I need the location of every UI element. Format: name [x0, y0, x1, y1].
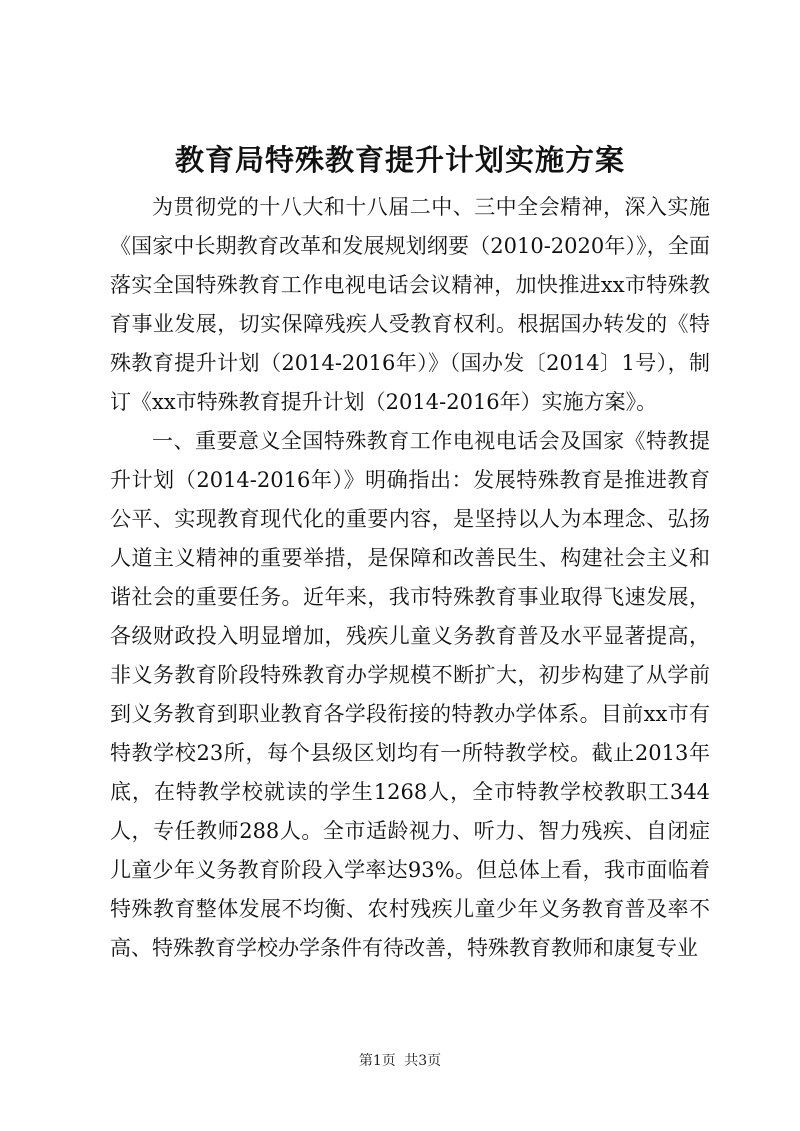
paragraph-significance: 一、重要意义全国特殊教育工作电视电话会及国家《特教提升计划（2014-2016年）》明确指出：发展特殊教育是推进教育公平、实现教育现代化的重要内容，是坚持以人为本理念、弘扬人道主义精神的重要举措，是保障和改善民生、构建社会主义和谐社会的重要任务。近年来，我市特殊教育事业取得飞速发展，各级财政投入明显增加，残疾儿童义务教育普及水平显著提高，非义务教育阶段特殊教育办学规模不断扩大，初步构建了从学前到义务教育到职业教育各学段衔接的特教办学体系。目前xx市有特教学校23所，每个县级区划均有一所特教学校。截止2013年底，在特教学校就读的学生1268人，全市特教学校教职工344人，专任教师288人。全市适龄视力、听力、智力残疾、自闭症儿童少年义务教育阶段入学率达93%。但总体上看，我市面临着特殊教育整体发展不均衡、农村残疾儿童少年义务教育普及率不高、特殊教育学校办学条件有待改善，特殊教育教师和康复专业	[110, 429, 710, 960]
paragraph-intro: 为贯彻党的十八大和十八届二中、三中全会精神，深入实施《国家中长期教育改革和发展规划纲要（2010-2020年）》，全面落实全国特殊教育工作电视电话会议精神，加快推进xx市特殊教育事业发展，切实保障残疾人受教育权利。根据国办转发的《特殊教育提升计划（2014-2016年）》（国办发〔2014〕1号），制订《xx市特殊教育提升计划（2014-2016年）实施方案》。	[110, 195, 710, 414]
page-number: 第1页	[358, 1053, 396, 1069]
document-body	[110, 188, 710, 968]
document-title: 教育局特殊教育提升计划实施方案	[174, 143, 625, 177]
page-total: 共3页	[404, 1053, 442, 1069]
page-footer	[0, 1051, 800, 1071]
